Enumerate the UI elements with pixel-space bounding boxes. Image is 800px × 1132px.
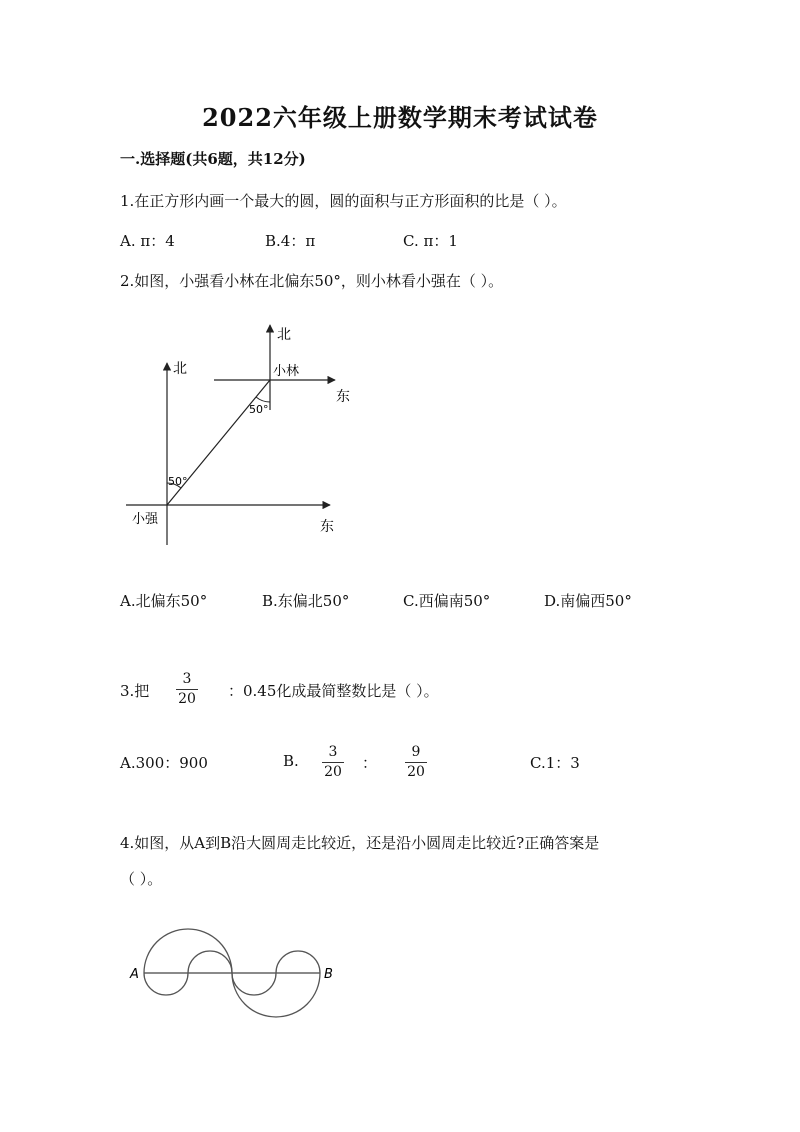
q3-option-b-fraction-2: [405, 745, 427, 780]
q3-option-a: A.300：900: [120, 754, 208, 772]
q3-fraction-numerator: 3: [182, 671, 192, 687]
small-semicircle-4: [276, 951, 320, 973]
angle-label-lower: 50°: [168, 475, 188, 488]
q3-option-b-numerator-1: 3: [328, 744, 338, 760]
q2-option-b: B.东偏北50°: [262, 592, 350, 610]
q1-option-b: B.4：π: [265, 232, 316, 250]
small-semicircle-2: [188, 951, 232, 973]
large-semicircle-upper: [144, 929, 232, 973]
small-semicircle-3: [232, 973, 276, 995]
fraction-bar: [322, 762, 344, 763]
q3-option-b-colon: ：: [362, 754, 378, 772]
point-a-label: A: [130, 967, 139, 982]
north-label-upper: 北: [277, 327, 291, 343]
q3-suffix: ：0.45化成最简整数比是（ ）。: [228, 682, 439, 700]
large-semicircle-lower: [232, 973, 320, 1017]
angle-label-upper: 50°: [249, 403, 269, 416]
q3-option-b-denominator-2: 20: [407, 764, 425, 780]
small-semicircle-1: [144, 973, 188, 995]
xiaoqiang-label: 小强: [132, 512, 159, 527]
page-title: 2022六年级上册数学期末考试试卷: [202, 103, 598, 132]
q3-option-b-numerator-2: 9: [411, 744, 421, 760]
question-2-text: 2.如图，小强看小林在北偏东50°，则小林看小强在（ ）。: [120, 272, 504, 290]
fraction-bar: [405, 762, 427, 763]
question-4-line-2: （ ）。: [120, 870, 163, 888]
q2-option-a: A.北偏东50°: [120, 592, 208, 610]
q3-fraction: [176, 672, 198, 707]
east-label-upper: 东: [336, 389, 350, 405]
q2-option-d: D.南偏西50°: [544, 592, 632, 610]
q3-option-b-denominator-1: 20: [324, 764, 342, 780]
east-label-lower: 东: [320, 519, 334, 535]
question-4-line-1: 4.如图，从A到B沿大圆周走比较近，还是沿小圆周走比较近?正确答案是: [120, 834, 600, 852]
q2-option-c: C.西偏南50°: [403, 592, 491, 610]
q3-prefix: 3.把: [120, 682, 150, 700]
circle-path-diagram: [120, 905, 360, 1035]
section-heading: 一.选择题(共6题，共12分): [120, 150, 306, 168]
q3-option-b-fraction-1: [322, 745, 344, 780]
q3-option-b-prefix: B.: [283, 752, 299, 770]
fraction-bar: [176, 689, 198, 690]
q1-option-a: A. π：4: [120, 232, 175, 250]
direction-diagram: [110, 315, 370, 555]
q3-option-c: C.1：3: [530, 754, 580, 772]
point-b-label: B: [324, 967, 333, 982]
angle-arc-upper: [256, 397, 270, 402]
xiaolin-label: 小林: [273, 364, 300, 379]
q1-option-c: C. π：1: [403, 232, 458, 250]
north-label-lower: 北: [173, 361, 187, 377]
q3-fraction-denominator: 20: [178, 691, 196, 707]
question-1-text: 1.在正方形内画一个最大的圆，圆的面积与正方形面积的比是（ ）。: [120, 192, 567, 210]
